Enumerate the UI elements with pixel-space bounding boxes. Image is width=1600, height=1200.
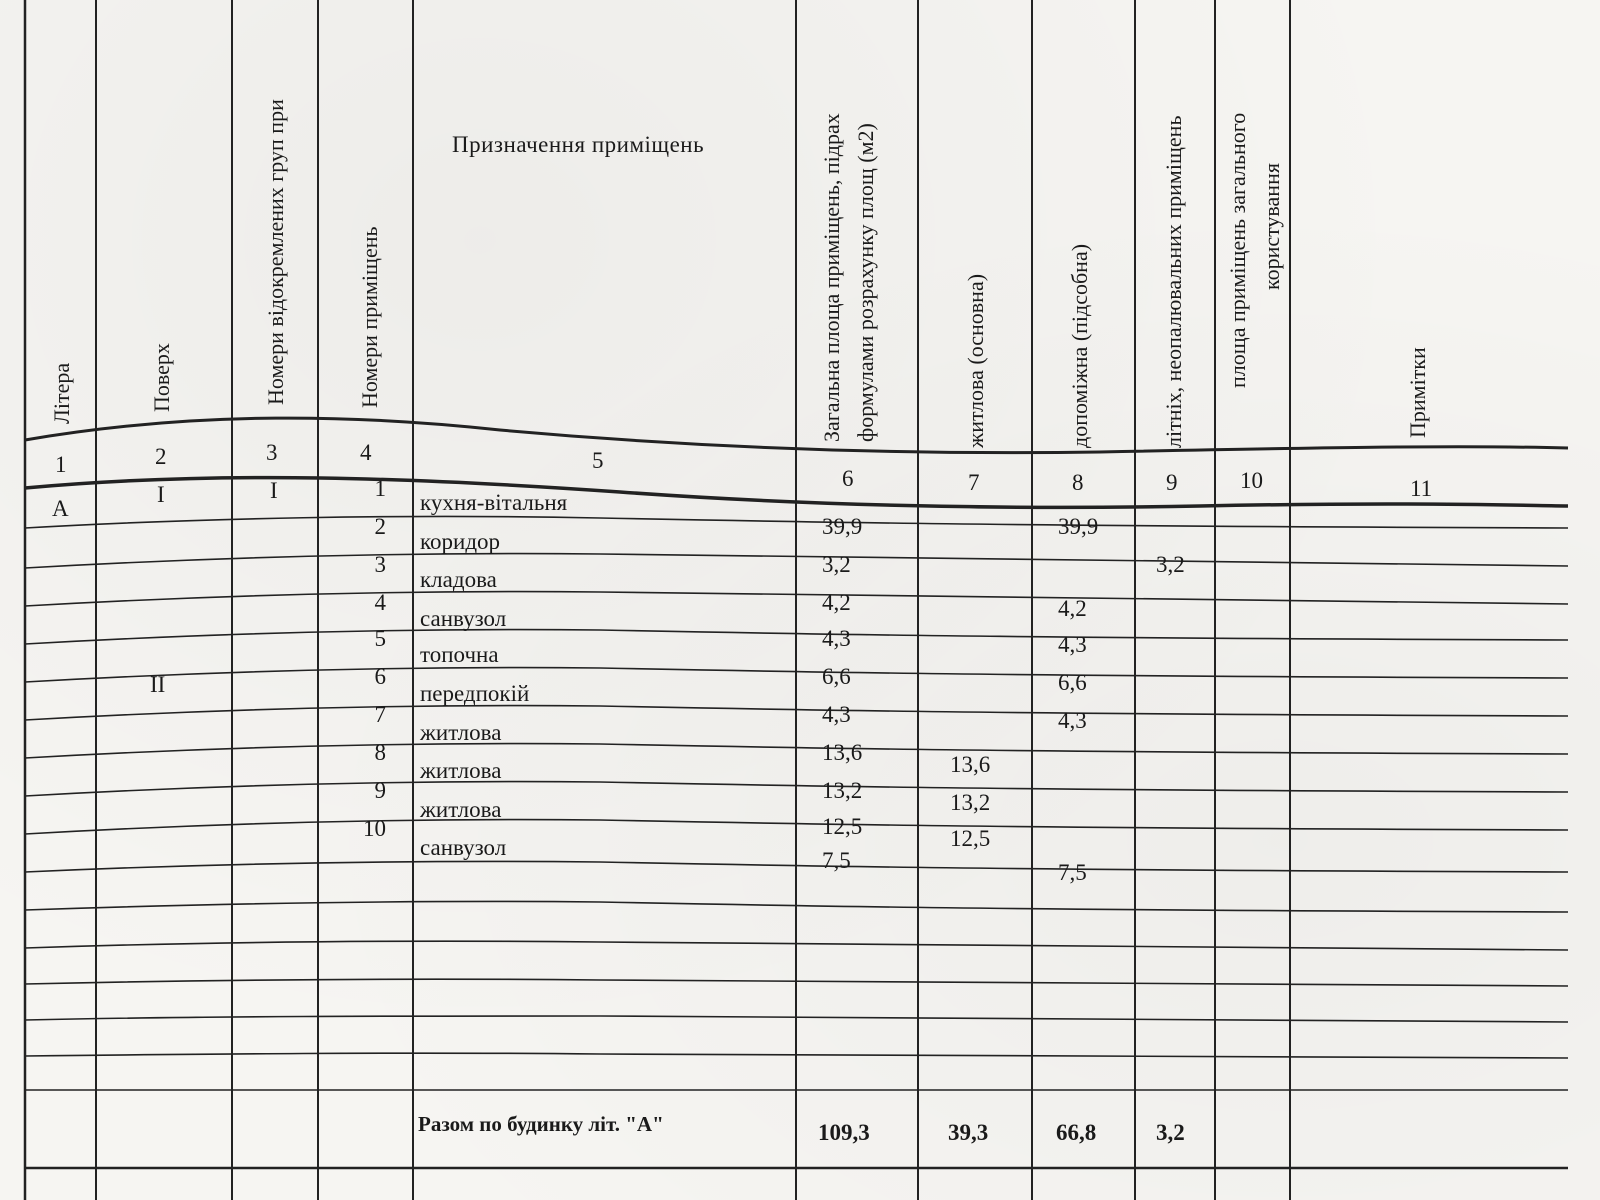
room-aux-area: 6,6 xyxy=(1058,670,1087,695)
room-name: кухня-вітальня xyxy=(420,490,568,515)
header-col7: житлова (основна) xyxy=(963,273,988,448)
room-number: 8 xyxy=(374,740,386,765)
room-name: топочна xyxy=(420,642,499,668)
colnum-7: 7 xyxy=(968,470,980,495)
colnum-8: 8 xyxy=(1072,470,1084,495)
room-number: 7 xyxy=(374,702,386,727)
header-col10-line2: користування xyxy=(1259,163,1284,290)
room-number: 6 xyxy=(374,664,386,689)
header-col5: Призначення приміщень xyxy=(452,132,705,157)
room-aux-area: 4,3 xyxy=(1058,708,1087,733)
room-total-area: 7,5 xyxy=(822,848,851,873)
colnum-9: 9 xyxy=(1166,470,1178,495)
room-total-area: 13,2 xyxy=(822,778,863,803)
room-name: передпокій xyxy=(420,681,530,706)
group-value: I xyxy=(270,478,278,503)
header-col11: Примітки xyxy=(1405,347,1430,438)
summary-living: 39,3 xyxy=(948,1120,989,1145)
litera-value: А xyxy=(52,496,69,521)
summary-label: Разом по будинку літ. "А" xyxy=(418,1112,664,1136)
room-living-area: 13,2 xyxy=(950,790,991,815)
room-number: 5 xyxy=(374,626,386,651)
room-name: житлова xyxy=(420,719,502,745)
room-total-area: 12,5 xyxy=(822,814,863,839)
header-col8: допоміжна (підсобна) xyxy=(1067,243,1092,448)
room-total-area: 3,2 xyxy=(822,552,851,577)
header-col2: Поверх xyxy=(149,343,174,412)
summary-summer: 3,2 xyxy=(1156,1120,1185,1145)
header-col9: літніх, неопалювальних приміщень xyxy=(1161,115,1186,448)
room-number: 2 xyxy=(374,514,386,539)
room-name: кладова xyxy=(420,567,497,593)
header-col6-line1: Загальна площа приміщень, підрах xyxy=(819,113,844,442)
room-aux-area: 4,2 xyxy=(1058,596,1087,621)
room-name: житлова xyxy=(420,758,502,784)
room-number: 1 xyxy=(374,476,386,501)
room-number: 4 xyxy=(374,590,386,615)
colnum-3: 3 xyxy=(266,440,278,465)
room-aux-area: 39,9 xyxy=(1058,514,1099,539)
colnum-6: 6 xyxy=(842,466,854,491)
colnum-10: 10 xyxy=(1240,468,1263,493)
room-name: санвузол xyxy=(420,605,507,631)
room-name: санвузол xyxy=(420,835,507,861)
colnum-2: 2 xyxy=(155,444,167,469)
header-col6-line2: формулами розрахунку площ (м2) xyxy=(853,123,878,442)
room-name: коридор xyxy=(420,528,501,554)
colnum-4: 4 xyxy=(360,440,372,465)
header-col1: Літера xyxy=(49,362,74,424)
room-living-area: 12,5 xyxy=(950,826,991,851)
room-aux-area: 7,5 xyxy=(1058,860,1087,885)
header-col3: Номери відокремлених груп при xyxy=(263,99,288,405)
room-aux-area: 4,3 xyxy=(1058,632,1087,657)
header-col10-line1: площа приміщень загального xyxy=(1225,112,1250,388)
floor-2-value: II xyxy=(150,672,166,697)
room-summer-area: 3,2 xyxy=(1156,552,1185,577)
colnum-5: 5 xyxy=(592,448,604,473)
floor-value: I xyxy=(157,482,165,507)
header-col4: Номери приміщень xyxy=(357,226,382,408)
room-living-area: 13,6 xyxy=(950,752,991,777)
room-total-area: 6,6 xyxy=(822,664,851,689)
room-number: 10 xyxy=(363,816,386,841)
room-total-area: 4,2 xyxy=(822,590,851,615)
room-number: 9 xyxy=(374,778,386,803)
room-total-area: 39,9 xyxy=(822,514,863,539)
room-name: житлова xyxy=(420,796,502,822)
colnum-1: 1 xyxy=(55,452,67,477)
room-total-area: 4,3 xyxy=(822,702,851,727)
room-total-area: 13,6 xyxy=(822,740,863,765)
summary-total: 109,3 xyxy=(818,1120,870,1145)
room-number: 3 xyxy=(374,552,386,577)
room-total-area: 4,3 xyxy=(822,626,851,651)
colnum-11: 11 xyxy=(1410,476,1433,501)
summary-aux: 66,8 xyxy=(1056,1120,1097,1145)
